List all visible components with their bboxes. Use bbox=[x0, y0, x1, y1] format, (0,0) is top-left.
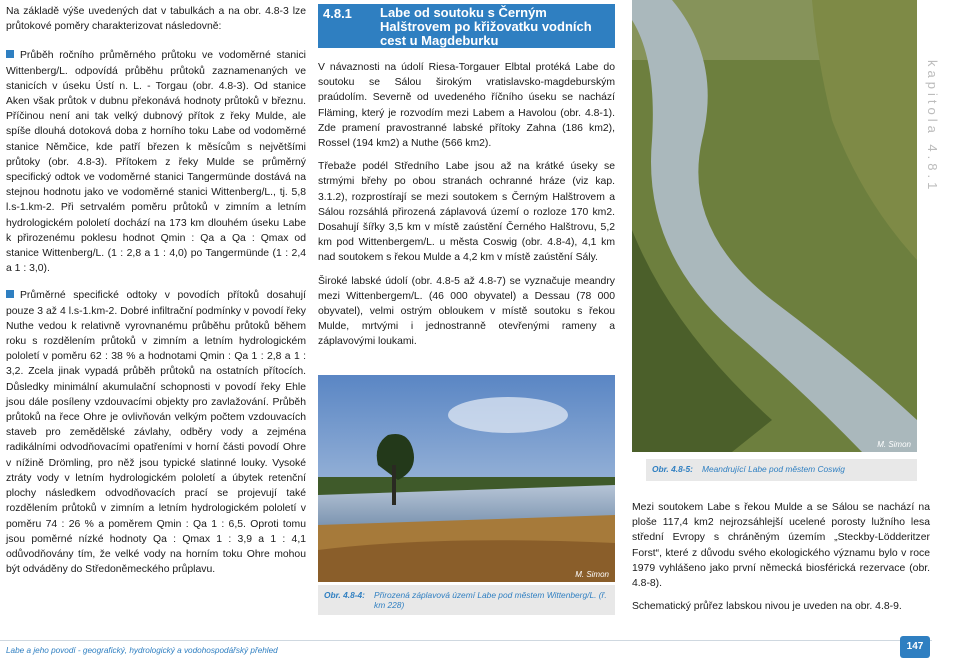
chapter-side-label: kapitola 4.8.1 bbox=[925, 60, 940, 194]
middle-paragraph-1: V návaznosti na údolí Riesa-Torgauer Elbtal protéká Labe do soutoku se Sálou širokým vratislavsko-magdeburským praúdolím. Severně od uvedeného říčního úseku se nachází Fläming, který je rozvodím mezi Labem a Havolou (obr. 4.8-1). Zde pramení pravostranné labské přítoky Zahna (186 km2), Rossel (194 km2) a Nuthe (566 km2). bbox=[318, 62, 615, 150]
photo-credit: M. Simon bbox=[877, 440, 911, 449]
right-paragraph-1: Mezi soutokem Labe s řekou Mulde a se Sálou se nachází na ploše 117,4 km2 nejrozsáhlejší ucelené porosty lužního lesa střední Evropy s chráněným územím „Steckby-Lödderitzer Forst“, které z důvodu svého ekologického významu bylo v roce 1979 vyhlášeno jako první německá biosférická rezervace (obr. 4.8-8). bbox=[632, 502, 930, 590]
bullet-icon bbox=[6, 50, 14, 58]
figure-label: Obr. 4.8-4: bbox=[324, 590, 365, 600]
left-column bbox=[6, 4, 306, 585]
figure-caption-4-8-5 bbox=[646, 459, 917, 481]
section-header bbox=[318, 4, 615, 48]
middle-column bbox=[318, 60, 615, 358]
footer-title: Labe a jeho povodí - geografický, hydrologický a vodohospodářský přehled bbox=[6, 646, 278, 655]
section-title: Labe od soutoku s Černým Halštrovem po křižovatku vodních cest u Magdeburku bbox=[380, 5, 592, 48]
page-number: 147 bbox=[900, 636, 930, 658]
figure-label: Obr. 4.8-5: bbox=[652, 464, 693, 474]
tributaries-paragraph: Průměrné specifické odtoky v povodích přítoků dosahují pouze 3 až 4 l.s-1.km-2. Dobré infiltrační podmínky v povodí řeky Nuthe vedou k relativně vyrovnanému průběhu průtoků během roku s rozdělením průtoků v zimním a letním hydrologickém pololetí v poměru 62 : 38 % a hodnotami Qmin : Qa 1 : 2,8 a 1 : 3,2. Zcela jinak vypadá průběh průtoků na ostatních přítocích. Důsledky minimální akumulační schopnosti v povodí řeky Ehle jsou dále posíleny vzdouvacími objekty pro zavlažování. Průběh průtoků na řece Ohre je ovlivňován velkým počtem vzdouvacích staveb pro zemědělské závlahy, odběry vody a zejména radikálními odvodňovacími opatřeními v horní části povodí Ohre v nížině Drömling, pro něž jsou typické slatinné louky. Vysoké ztráty vody v letním hydrologickém pololetí a úbytek retenční plochy následkem odvodňovacích prací se projevují také rozdělením průtoků v zimním a letním hydrologickém pololetí v poměru 74 : 26 % a poměrem Qmin : Qa 1 : 6,5. Oproti tomu jsou poměrné nízké hodnoty Qa : Qmax 1 : 3,9 a 1 : 4,1 odůvodňovány tím, že velké vody na horním toku Ohre mohou být odváděny do Středoněmeckého průplavu. bbox=[6, 290, 306, 576]
figure-caption-text: Meandrující Labe pod městem Coswig bbox=[702, 464, 845, 474]
floodplain-image bbox=[318, 375, 615, 582]
section-number: 4.8.1 bbox=[323, 6, 352, 21]
middle-paragraph-3: Široké labské údolí (obr. 4.8-5 až 4.8-7) se vyznačuje meandry mezi Wittenbergem/L. (46 000 obyvatel) a Dessau (78 000 obyvatel), velmi ostrým obloukem v místě soutoku s řekou Mulde, mrtvými i jednostranně otevřenými rameny a záplavovými loukami. bbox=[318, 275, 615, 348]
flow-paragraph: Průběh ročního průměrného průtoku ve vodoměrné stanici Wittenberg/L. odpovídá průběhu průtoků zaznamenaných ve stanicích v úseku Ústí n. L. - Torgau (obr. 4.8-3). Od stanice Aken však průtok v dubnu překonává hodnoty průtoků v březnu. Příčinou není ani tak velký dubnový přítok z řeky Mulde, ale spíše dlouhá dotoková doba z horního toku Labe od vodoměrné stanice Němčice, kde patří březen k měsícům s největšími průtoky (obr. 4.8-3). Přítokem z řeky Mulde se průměrný specifický odtok ve vodoměrné stanici Tangermünde dostává na stejnou hodnotu jako ve vodoměrné stanici Wittenberg/L., tj. 5,8 l.s-1.km-2. Při setrvalém poměru průtoků v zimním a letním hydrologickém pololetí dochází na 173 km dlouhém úseku Labe k přirozenému poklesu hodnot Qmin : Qa a Qa : Qmax od stanice Wittenberg/L. (1 : 2,8 a 1 : 4,0) po Tangermünde (1 : 2,4 a 1 : 3,0). bbox=[6, 50, 306, 275]
intro-paragraph: Na základě výše uvedených dat v tabulkách a na obr. 4.8-3 lze průtokové poměry charakterizovat následovně: bbox=[6, 6, 306, 33]
photo-floodplain bbox=[318, 375, 615, 582]
middle-paragraph-2: Třebaže podél Středního Labe jsou až na krátké úseky se strmými břehy po obou stranách ochranné hráze (viz kap. 3.1.2), rozprostírají se mezi soutokem s Černým Halštrovem a Sálou rozsáhlá přirozená záplavová území o rozloze 170 km2. Dosahují šířky 3,5 km v místě zaústění Černého Halštrovu, 5,2 km pod Wittenbergem/L. u města Coswig (obr. 4.8-4), 4,1 km nad soutokem s řekou Mulde a 4,2 km v místě zaústění Sály. bbox=[318, 161, 615, 264]
bullet-icon bbox=[6, 290, 14, 298]
right-column bbox=[632, 500, 930, 622]
figure-caption-text: Přirozená záplavová území Labe pod městem Wittenberg/L. (ř. km 228) bbox=[374, 590, 607, 610]
photo-credit: M. Simon bbox=[575, 570, 609, 579]
meander-aerial-image bbox=[632, 0, 917, 452]
footer-divider bbox=[0, 640, 932, 641]
figure-caption-4-8-4 bbox=[318, 585, 615, 615]
right-paragraph-2: Schematický průřez labskou nivou je uveden na obr. 4.8-9. bbox=[632, 601, 902, 613]
photo-meander bbox=[632, 0, 917, 452]
